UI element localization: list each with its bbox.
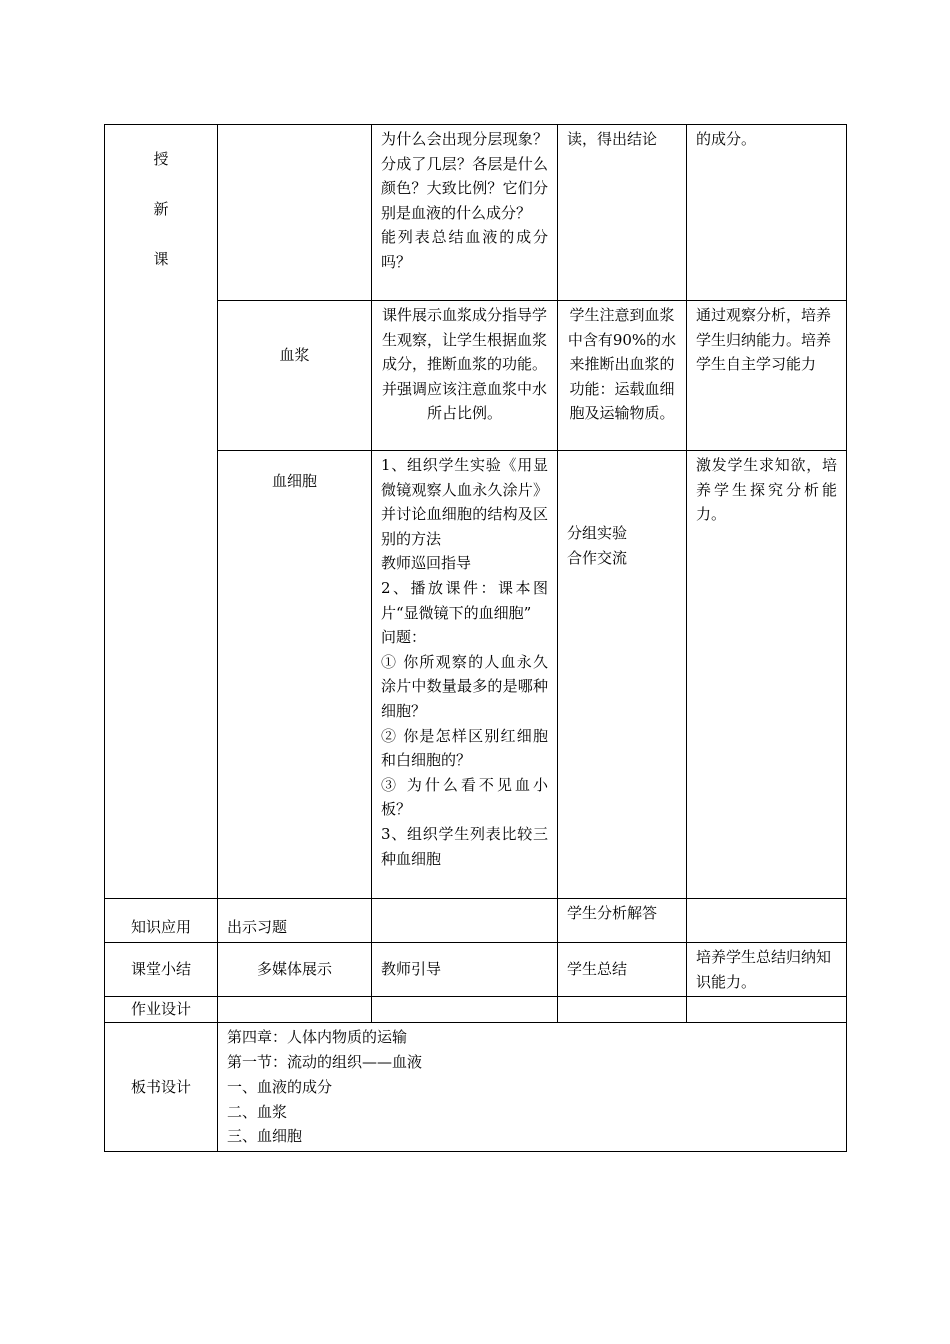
board-line: 第四章：人体内物质的运输 (227, 1028, 408, 1047)
teacher-step: 1、组织学生实验《用显微镜观察人血永久涂片》并讨论血细胞的结构及区别的方法 (381, 456, 548, 548)
section-label-cell (105, 125, 218, 899)
table-row-layer (105, 125, 847, 301)
teacher-question: ① 你所观察的人血永久涂片中数量最多的是哪种细胞？ (381, 652, 548, 720)
teacher-question: ③ 为什么看不见血小板？ (381, 775, 548, 819)
plasma-teacher-cell: 课件展示血浆成分指导学生观察，让学生根据血浆成分，推断血浆的功能。并强调应该注意血浆中水所占比例。 (372, 301, 558, 451)
blood-cells-goal-cell: 激发学生求知欲，培养学生探究分析能力。 (687, 451, 847, 899)
blood-cells-student-cell (558, 451, 687, 899)
board-line: 第一节：流动的组织——血液 (227, 1052, 423, 1071)
plasma-goal-cell: 通过观察分析，培养学生归纳能力。培养学生自主学习能力 (687, 301, 847, 451)
summary-teacher-cell: 教师引导 (372, 943, 558, 997)
table-row-summary (105, 943, 847, 997)
summary-label-cell: 课堂小结 (105, 943, 218, 997)
teacher-step: 2、播放课件：课本图片“显微镜下的血细胞” (381, 578, 548, 622)
layer-goal-cell: 的成分。 (687, 125, 847, 301)
board-label-cell: 板书设计 (105, 1023, 218, 1152)
summary-student-cell: 学生总结 (558, 943, 687, 997)
table-row-homework (105, 997, 847, 1023)
table-row-board (105, 1023, 847, 1152)
topic-cell-empty (218, 125, 372, 301)
homework-cell (218, 997, 372, 1023)
section-label-char: 新 (153, 200, 169, 218)
homework-label-cell: 作业设计 (105, 997, 218, 1023)
teacher-question: ② 你是怎样区别红细胞和白细胞的？ (381, 726, 548, 770)
application-label-cell (105, 899, 218, 943)
student-activity: 合作交流 (567, 548, 628, 567)
board-content-cell (218, 1023, 847, 1152)
homework-cell (558, 997, 687, 1023)
plasma-topic: 血浆 (279, 346, 310, 364)
lesson-plan-table (104, 124, 847, 1152)
layer-content-cell (372, 125, 558, 301)
application-label: 知识应用 (130, 918, 191, 937)
board-line: 二、血浆 (227, 1102, 288, 1121)
teacher-step: 教师巡回指导 (381, 554, 472, 573)
plasma-topic-cell (218, 301, 372, 451)
homework-cell (687, 997, 847, 1023)
section-label-char: 课 (153, 250, 169, 268)
blood-cells-topic: 血细胞 (271, 472, 317, 490)
application-goal-cell (687, 899, 847, 943)
blood-cells-topic-cell (218, 451, 372, 899)
layer-question: 为什么会出现分层现象？分成了几层？各层是什么颜色？大致比例？它们分别是血液的什么成分？ (381, 130, 548, 222)
homework-cell (372, 997, 558, 1023)
layer-student-cell: 读，得出结论 (558, 125, 687, 301)
summary-goal-cell: 培养学生总结归纳知识能力。 (687, 943, 847, 997)
section-label-char: 授 (153, 150, 169, 168)
plasma-student-cell: 学生注意到血浆中含有90%的水来推断出血浆的功能：运载血细胞及运输物质。 (558, 301, 687, 451)
teacher-step: 问题： (381, 628, 427, 647)
blood-cells-teacher-cell (372, 451, 558, 899)
board-line: 一、血液的成分 (227, 1077, 333, 1096)
board-line: 三、血细胞 (227, 1127, 303, 1146)
application-teacher-cell (372, 899, 558, 943)
application-topic: 出示习题 (227, 918, 288, 937)
application-topic-cell (218, 899, 372, 943)
table-row-application (105, 899, 847, 943)
layer-summary-question: 能列表总结血液的成分吗？ (381, 228, 548, 271)
summary-topic-cell: 多媒体展示 (218, 943, 372, 997)
student-activity: 分组实验 (567, 524, 628, 542)
application-student-cell: 学生分析解答 (558, 899, 687, 943)
teacher-step: 3、组织学生列表比较三种血细胞 (381, 824, 548, 868)
